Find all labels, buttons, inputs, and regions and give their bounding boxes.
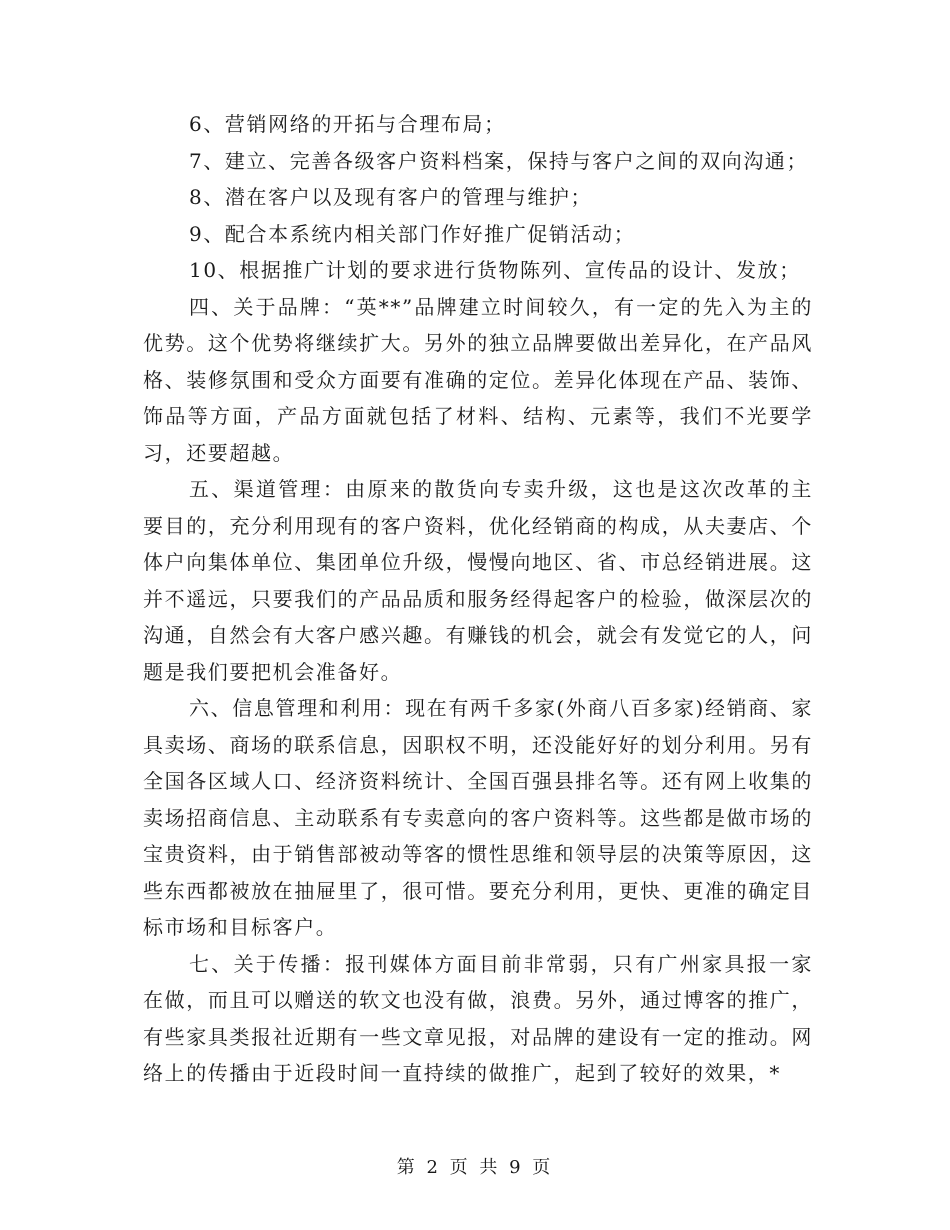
paragraph-brand: 四、关于品牌：“英**”品牌建立时间较久，有一定的先入为主的优势。这个优势将继续扩大。另外的独立品牌要做出差异化，在产品风格、装修氛围和受众方面要有准确的定位。差异化体现在产品、装饰、饰品等方面，产品方面就包括了材料、结构、元素等，我们不光要学习，还要超越。 (143, 294, 813, 465)
paragraph-communication: 七、关于传播：报刊媒体方面目前非常弱，只有广州家具报一家在做，而且可以赠送的软文也没有做，浪费。另外，通过博客的推广，有些家具类报社近期有一些文章见报，对品牌的建设有一定的推动。网络上的传播由于近段时间一直持续的做推广，起到了较好的效果，* (143, 951, 813, 1085)
list-item-9: 9、配合本系统内相关部门作好推广促销活动； (189, 221, 636, 246)
paragraph-channel-management: 五、渠道管理：由原来的散货向专卖升级，这也是这次改革的主要目的，充分利用现有的客户资料，优化经销商的构成，从夫妻店、个体户向集体单位、集团单位升级，慢慢向地区、省、市总经销进展。这并不遥远，只要我们的产品品质和服务经得起客户的检验，做深层次的沟通，自然会有大客户感兴趣。有赚钱的机会，就会有发觉它的人，问题是我们要把机会准备好。 (143, 477, 813, 684)
list-item-6: 6、营销网络的开拓与合理布局； (189, 112, 506, 136)
list-item-8: 8、潜在客户以及现有客户的管理与维护； (189, 185, 593, 209)
list-item-10: 10、根据推广计划的要求进行货物陈列、宣传品的设计、发放； (189, 258, 801, 282)
paragraph-information-management: 六、信息管理和利用：现在有两千多家(外商八百多家)经销商、家具卖场、商场的联系信息，因职权不明，还没能好好的划分利用。另有全国各区域人口、经济资料统计、全国百强县排名等。还有网上收集的卖场招商信息、主动联系有专卖意向的客户资料等。这些都是做市场的宝贵资料，由于销售部被动等客的惯性思维和领导层的决策等原因，这些东西都被放在抽屉里了，很可惜。要充分利用，更快、更准的确定目标市场和目标客户。 (143, 696, 813, 939)
list-item-7: 7、建立、完善各级客户资料档案，保持与客户之间的双向沟通； (189, 148, 809, 173)
document-body (143, 106, 813, 1092)
page-footer: 第 2 页 共 9 页 (396, 1157, 554, 1178)
